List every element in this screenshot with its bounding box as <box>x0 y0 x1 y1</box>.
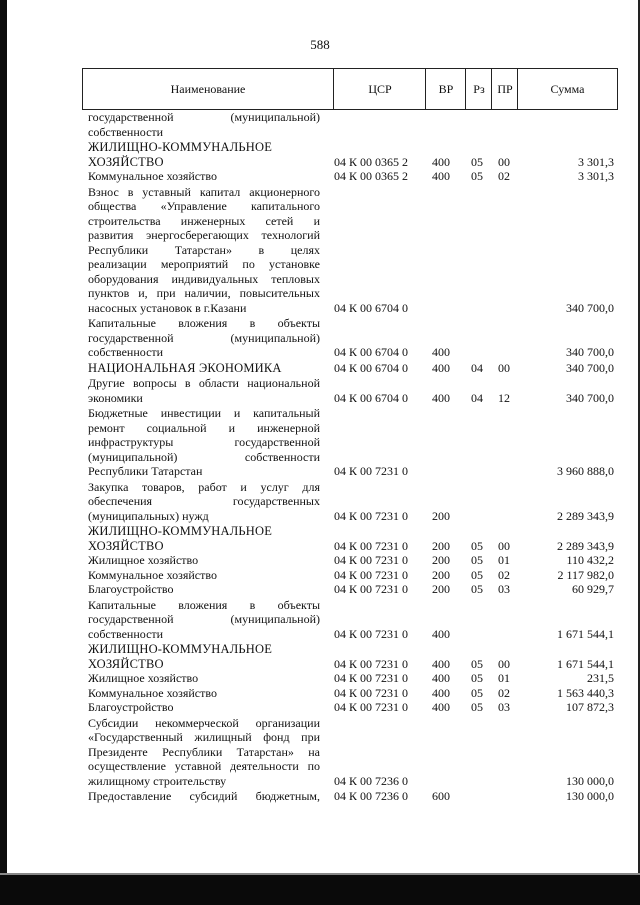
row-sum: 3 960 888,0 <box>557 464 614 478</box>
row-name-line: общества «Управление капитального <box>88 199 320 213</box>
row-name-line: инфраструктуры государственной <box>88 435 320 449</box>
table-row <box>0 582 640 597</box>
table-row <box>0 598 640 642</box>
row-csr: 04 К 00 6704 0 <box>334 300 409 315</box>
row-name <box>88 406 320 479</box>
row-vr: 400 <box>432 390 450 405</box>
row-name-line: государственной (муниципальной) <box>88 110 320 124</box>
table-row <box>0 480 640 524</box>
row-name-line: ЖИЛИЩНО-КОММУНАЛЬНОЕ <box>88 642 273 656</box>
row-name-line: Коммунальное хозяйство <box>88 685 217 700</box>
table-row <box>0 524 640 553</box>
row-csr: 04 К 00 0365 2 <box>334 169 409 183</box>
row-csr: 04 К 00 7231 0 <box>334 538 409 553</box>
row-rz: 05 <box>471 553 483 567</box>
row-sum: 340 700,0 <box>566 360 614 375</box>
row-vr: 400 <box>432 360 450 375</box>
row-name-line: Предоставление субсидий бюджетным, <box>88 789 320 803</box>
table-header <box>82 68 618 110</box>
header-sum: Сумма <box>517 69 617 109</box>
row-pr: 00 <box>498 538 510 553</box>
row-name <box>88 716 320 789</box>
row-sum: 60 929,7 <box>572 582 614 596</box>
row-name-line: жилищному строительству <box>88 773 227 788</box>
row-name-line: Благоустройство <box>88 700 174 714</box>
table-row <box>0 110 640 139</box>
header-csr: ЦСР <box>333 69 426 109</box>
row-name <box>88 376 320 405</box>
row-name-line: Закупка товаров, работ и услуг для <box>88 479 320 494</box>
row-name <box>88 700 320 715</box>
row-sum: 2 117 982,0 <box>557 567 614 582</box>
row-sum: 3 301,3 <box>578 169 614 183</box>
row-name <box>88 110 320 139</box>
row-csr: 04 К 00 7231 0 <box>334 508 409 523</box>
row-sum: 2 289 343,9 <box>557 508 614 523</box>
table-row <box>0 700 640 715</box>
row-name-line: (муниципальной) собственности <box>88 449 320 464</box>
table-row <box>0 568 640 583</box>
table-row <box>0 185 640 316</box>
row-name-line: Другие вопросы в области национальной <box>88 376 320 390</box>
table-row <box>0 642 640 671</box>
row-name-line: Субсидии некоммерческой организации <box>88 715 320 730</box>
header-name: Наименование <box>170 81 246 96</box>
row-name <box>88 686 320 701</box>
row-sum: 110 432,2 <box>566 553 614 567</box>
row-csr: 04 К 00 6704 0 <box>334 345 409 359</box>
row-pr: 00 <box>498 656 510 671</box>
row-name-line: строительства инженерных сетей и <box>88 213 320 228</box>
row-name-line: «Государственный жилищный фонд при <box>88 730 320 744</box>
row-name <box>88 480 320 524</box>
row-rz: 05 <box>471 671 483 685</box>
row-pr: 03 <box>498 700 510 714</box>
header-vr: ВР <box>425 69 466 109</box>
row-name <box>88 316 320 360</box>
row-pr: 12 <box>498 390 510 405</box>
row-csr: 04 К 00 7236 0 <box>334 773 409 788</box>
row-name-line: Коммунальное хозяйство <box>88 567 217 582</box>
table-row <box>0 169 640 184</box>
row-sum: 1 563 440,3 <box>557 685 614 700</box>
row-vr: 200 <box>432 553 450 567</box>
row-name <box>88 361 320 376</box>
row-rz: 05 <box>471 656 483 671</box>
row-name-line: ХОЗЯЙСТВО <box>88 538 164 553</box>
row-name-line: ХОЗЯЙСТВО <box>88 154 164 169</box>
row-csr: 04 К 00 6704 0 <box>334 390 409 405</box>
row-name <box>88 185 320 316</box>
row-name-line: Президенте Республики Татарстан» на <box>88 744 320 759</box>
row-sum: 340 700,0 <box>566 390 614 405</box>
row-pr: 02 <box>498 685 510 700</box>
row-rz: 05 <box>471 154 483 169</box>
row-name-line: ХОЗЯЙСТВО <box>88 656 164 671</box>
row-rz: 05 <box>471 538 483 553</box>
table-row <box>0 140 640 169</box>
row-csr: 04 К 00 7231 0 <box>334 700 409 714</box>
row-vr: 400 <box>432 671 450 685</box>
row-name-line: Жилищное хозяйство <box>88 671 199 685</box>
row-rz: 05 <box>471 567 483 582</box>
row-name <box>88 671 320 686</box>
table-row <box>0 406 640 479</box>
row-name-line: (муниципальных) нужд <box>88 508 209 523</box>
row-name-line: пунктов и, при наличии, повысительных <box>88 286 320 300</box>
table-row <box>0 671 640 686</box>
row-pr: 01 <box>498 553 510 567</box>
table-row <box>0 316 640 360</box>
row-vr: 200 <box>432 538 450 553</box>
row-name <box>88 582 320 597</box>
row-name-line: ЖИЛИЩНО-КОММУНАЛЬНОЕ <box>88 524 273 538</box>
row-csr: 04 К 00 7231 0 <box>334 582 409 596</box>
row-name-line: осуществление уставной деятельности по <box>88 759 320 773</box>
row-name-line: обеспечения государственных <box>88 494 320 508</box>
row-pr: 03 <box>498 582 510 596</box>
row-vr: 400 <box>432 626 450 641</box>
row-name <box>88 169 320 184</box>
table-row <box>0 789 640 804</box>
header-pr: ПР <box>491 69 518 109</box>
row-name <box>88 598 320 642</box>
row-pr: 00 <box>498 360 510 375</box>
row-name-line: экономики <box>88 390 143 405</box>
row-vr: 400 <box>432 656 450 671</box>
row-sum: 107 872,3 <box>566 700 614 714</box>
row-rz: 05 <box>471 700 483 714</box>
scan-border-bottom <box>0 875 640 905</box>
row-vr: 200 <box>432 508 450 523</box>
row-csr: 04 К 00 7231 0 <box>334 671 409 685</box>
row-name <box>88 789 320 804</box>
row-name-line: оборудования индивидуальных тепловых <box>88 271 320 286</box>
row-name-line: ЖИЛИЩНО-КОММУНАЛЬНОЕ <box>88 140 273 154</box>
row-vr: 400 <box>432 700 450 714</box>
row-pr: 02 <box>498 169 510 183</box>
row-name-line: Капитальные вложения в объекты <box>88 316 320 330</box>
row-sum: 130 000,0 <box>566 789 614 803</box>
row-name-line: Благоустройство <box>88 582 174 596</box>
row-name-line: Республики Татарстан <box>88 464 203 478</box>
row-vr: 200 <box>432 582 450 596</box>
row-pr: 00 <box>498 154 510 169</box>
row-name <box>88 140 320 169</box>
row-name-line: насосных установок в г.Казани <box>88 300 247 315</box>
row-sum: 231,5 <box>587 671 614 685</box>
row-name-line: Республики Татарстан» в целях <box>88 242 320 257</box>
row-pr: 02 <box>498 567 510 582</box>
row-name-line: Жилищное хозяйство <box>88 553 199 567</box>
row-name <box>88 642 320 671</box>
row-csr: 04 К 00 7231 0 <box>334 567 409 582</box>
row-rz: 04 <box>471 390 483 405</box>
row-vr: 600 <box>432 789 450 803</box>
row-vr: 400 <box>432 154 450 169</box>
row-vr: 400 <box>432 345 450 359</box>
table-row <box>0 553 640 568</box>
row-sum: 130 000,0 <box>566 773 614 788</box>
row-sum: 2 289 343,9 <box>557 538 614 553</box>
row-name-line: Коммунальное хозяйство <box>88 169 217 183</box>
row-sum: 340 700,0 <box>566 300 614 315</box>
row-rz: 05 <box>471 169 483 183</box>
row-vr: 400 <box>432 685 450 700</box>
row-name-line: развития энергосберегающих технологий <box>88 228 320 242</box>
row-csr: 04 К 00 0365 2 <box>334 154 409 169</box>
header-rz: Рз <box>465 69 492 109</box>
row-name-line: Бюджетные инвестиции и капитальный <box>88 406 320 420</box>
row-name-line: реализации мероприятий по установке <box>88 257 320 271</box>
row-vr: 200 <box>432 567 450 582</box>
row-name-line: Капитальные вложения в объекты <box>88 597 320 612</box>
row-name <box>88 568 320 583</box>
row-sum: 340 700,0 <box>566 345 614 359</box>
row-sum: 1 671 544,1 <box>557 656 614 671</box>
row-csr: 04 К 00 7231 0 <box>334 656 409 671</box>
row-pr: 01 <box>498 671 510 685</box>
row-name-line: собственности <box>88 626 164 641</box>
row-csr: 04 К 00 7236 0 <box>334 789 409 803</box>
page-number: 588 <box>310 37 330 52</box>
row-vr: 400 <box>432 169 450 183</box>
table-row <box>0 716 640 789</box>
row-csr: 04 К 00 6704 0 <box>334 360 409 375</box>
table-row <box>0 686 640 701</box>
row-name <box>88 553 320 568</box>
row-name-line: собственности <box>88 124 164 139</box>
row-name-line: собственности <box>88 345 164 359</box>
row-name <box>88 524 320 553</box>
table-row <box>0 361 640 376</box>
row-name-line: Взнос в уставный капитал акционерного <box>88 184 320 199</box>
row-rz: 05 <box>471 582 483 596</box>
row-sum: 3 301,3 <box>578 154 614 169</box>
row-csr: 04 К 00 7231 0 <box>334 553 409 567</box>
row-name-line: государственной (муниципальной) <box>88 612 320 626</box>
row-csr: 04 К 00 7231 0 <box>334 464 409 478</box>
table-row <box>0 376 640 405</box>
row-csr: 04 К 00 7231 0 <box>334 626 409 641</box>
row-rz: 04 <box>471 360 483 375</box>
row-name-line: НАЦИОНАЛЬНАЯ ЭКОНОМИКА <box>88 360 282 375</box>
row-name-line: государственной (муниципальной) <box>88 330 320 345</box>
row-rz: 05 <box>471 685 483 700</box>
row-name-line: ремонт социальной и инженерной <box>88 420 320 435</box>
row-sum: 1 671 544,1 <box>557 626 614 641</box>
row-csr: 04 К 00 7231 0 <box>334 685 409 700</box>
